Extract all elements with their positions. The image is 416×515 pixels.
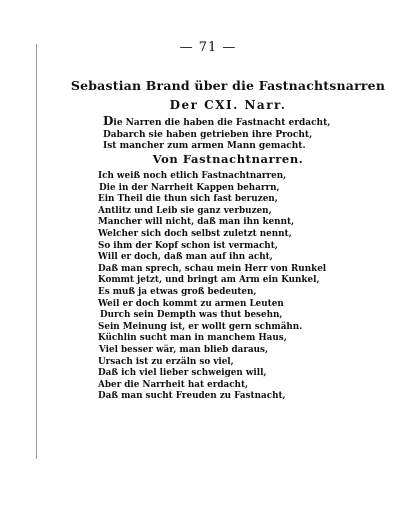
verse-line: Ich weiß noch etlich Fastnachtnarren, xyxy=(98,171,287,181)
verse-line: Kommt jetzt, und bringt am Arm ein Kunkel, xyxy=(98,275,320,286)
verse-line: Viel besser wär, man blieb daraus, xyxy=(99,344,269,355)
verse-line: Ein Theil die thun sich fast beruzen, xyxy=(98,194,278,205)
motto-line: Die Narren die haben die Fastnacht erdacht, xyxy=(103,114,331,128)
motto-line: Ist mancher zum armen Mann gemacht. xyxy=(103,141,306,151)
verse-line: Küchlin sucht man in manchem Haus, xyxy=(98,333,287,344)
chapter-heading: Der CXI. Narr. xyxy=(169,98,287,112)
verse-line: Welcher sich doch selbst zuletzt nennt, xyxy=(98,228,292,239)
verse-line: Es muß ja etwas groß bedeuten, xyxy=(98,286,257,297)
verse-line: So ihm der Kopf schon ist vermacht, xyxy=(98,240,278,251)
page-number: — 71 — xyxy=(179,40,237,55)
verse-line: Mancher will nicht, daß man ihn kennt, xyxy=(98,217,295,228)
motto-verses xyxy=(103,116,330,153)
section-subheading: Von Fastnachtnarren. xyxy=(152,152,304,166)
verse-line: Die in der Narrheit Kappen beharrn, xyxy=(99,182,280,193)
verse-line: Durch sein Dempth was thut besehn, xyxy=(100,310,283,321)
verse-line: Daß ich viel lieber schweigen will, xyxy=(98,368,267,379)
page-title: Sebastian Brand über die Fastnachtsnarren xyxy=(70,78,386,93)
verse-line: Will er doch, daß man auf ihn acht, xyxy=(98,252,273,263)
motto-line: Dabarch sie haben getrieben ihre Procht, xyxy=(103,129,313,140)
verse-line: Daß man sucht Freuden zu Fastnacht, xyxy=(98,391,286,402)
verse-line: Sein Meinung ist, er wollt gern schmähn. xyxy=(98,321,303,332)
verse-line: Antlitz und Leib sie ganz verbuzen, xyxy=(98,205,272,216)
verse-line: Daß man sprech, schau mein Herr von Runkel xyxy=(98,263,327,274)
page-edge-line xyxy=(36,44,37,459)
poem-verses xyxy=(98,171,326,403)
verse-line: Ursach ist zu erzäln so viel, xyxy=(98,356,234,367)
verse-line: Weil er doch kommt zu armen Leuten xyxy=(98,298,284,309)
verse-line: Aber die Narrheit hat erdacht, xyxy=(98,379,249,390)
